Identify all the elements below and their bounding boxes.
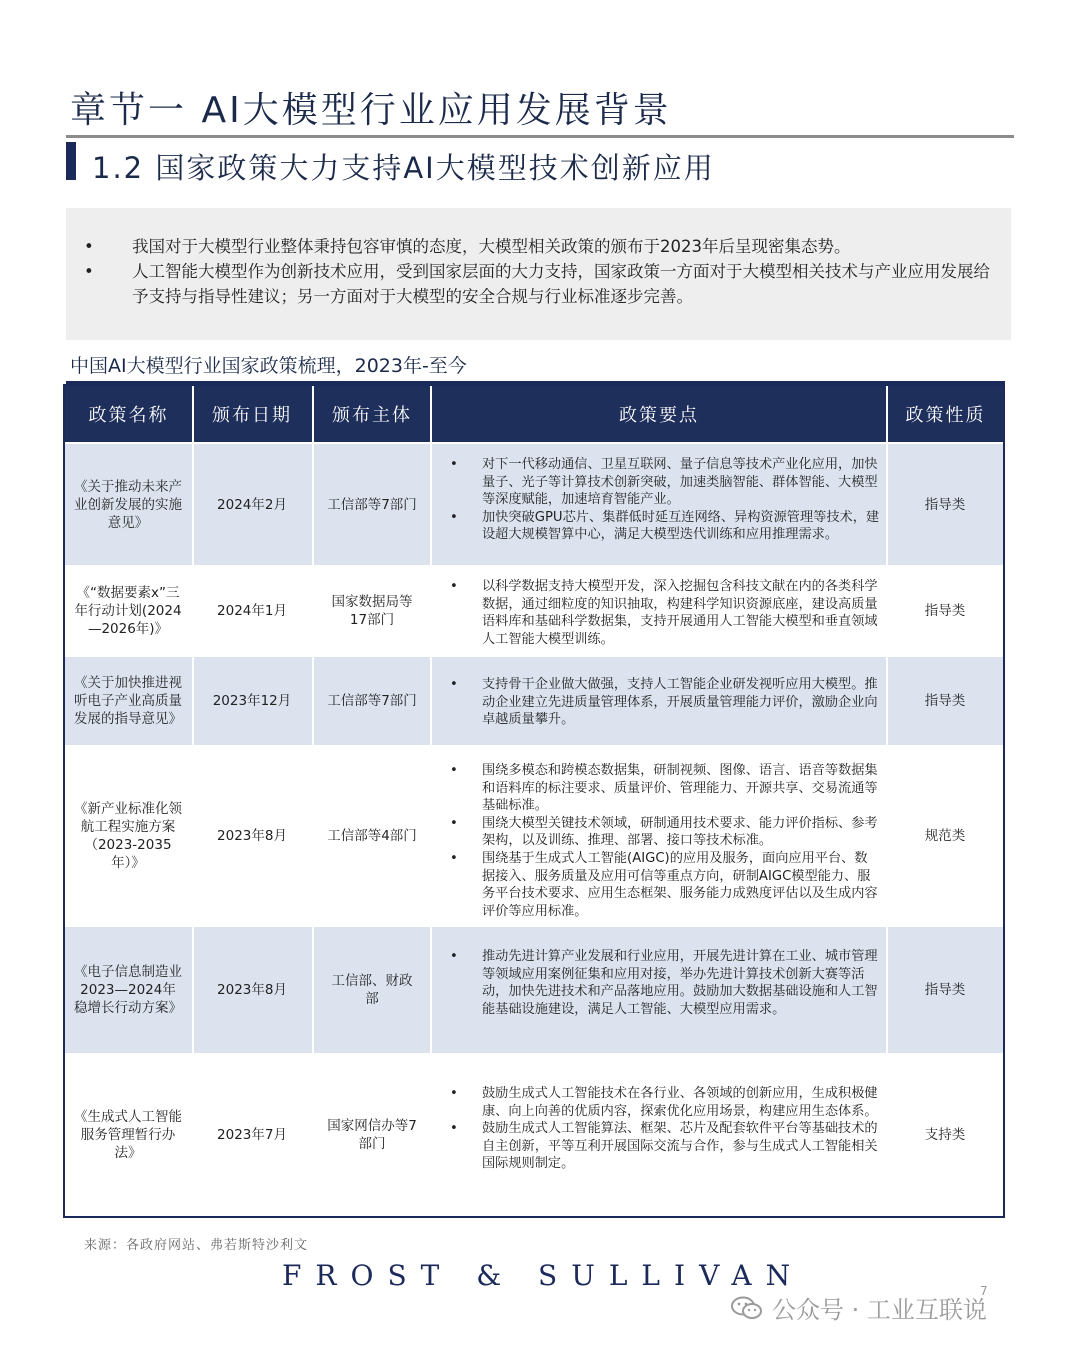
policy-issuer: 工信部等7部门 <box>327 693 417 709</box>
policy-name: 《新产业标准化领航工程实施方案（2023-2035年）》 <box>74 801 182 871</box>
policy-points <box>440 948 880 1018</box>
policy-issuer: 工信部、财政部 <box>331 973 413 1007</box>
section-title: 1.2 国家政策大力支持AI大模型技术创新应用 <box>92 151 715 185</box>
header-issuer: 颁布主体 <box>314 386 430 442</box>
page-number: 7 <box>980 1284 988 1298</box>
policy-date: 2024年1月 <box>217 603 287 619</box>
list-item: • 对下一代移动通信、卫星互联网、量子信息等技术产业化应用，加快量子、光子等计算技术创新突破，加速类脑智能、群体智能、大模型等深度赋能，加速培育智能产业。 <box>450 457 878 508</box>
list-item: • 以科学数据支持大模型开发，深入挖掘包含科技文献在内的各类科学数据，通过细粒度的知识抽取，构建科学知识资源底座，建设高质量语料库和基础科学数据集，支持开展通用人工智能大模型和垂直领域人工智能大模型训练。 <box>450 579 878 647</box>
source-note: 来源：各政府网站、弗若斯特沙利文 <box>84 1238 309 1253</box>
bullet-icon: • <box>84 262 94 281</box>
header-key-points: 政策要点 <box>432 386 886 442</box>
bullet-icon: • <box>84 237 94 256</box>
list-item: • 围绕多模态和跨模态数据集，研制视频、图像、语言、语音等数据集和语料库的标注要求、质量评价、管理能力、开源共享、交易流通等基础标准。 <box>450 763 878 814</box>
list-item: • 加快突破GPU芯片、集群低时延互连网络、异构资源管理等技术，建设超大规模智算中心，满足大模型迭代训练和应用推理需求。 <box>450 509 880 543</box>
policy-date: 2023年8月 <box>217 982 287 998</box>
table-caption: 中国AI大模型行业国家政策梳理，2023年-至今 <box>70 355 467 377</box>
wechat-icon <box>730 1296 764 1320</box>
policy-date: 2023年8月 <box>217 828 287 844</box>
policy-points <box>440 762 880 920</box>
policy-nature: 规范类 <box>924 828 966 844</box>
policy-points <box>440 1085 880 1173</box>
policy-nature: 指导类 <box>924 497 966 513</box>
summary-text: 人工智能大模型作为创新技术应用，受到国家层面的大力支持，国家政策一方面对于大模型相关技术与产业应用发展给予支持与指导性建议；另一方面对于大模型的安全合规与行业标准逐步完善。 <box>132 262 990 306</box>
header-nature: 政策性质 <box>888 386 1003 442</box>
list-item: • 围绕大模型关键技术领域，研制通用技术要求、能力评价指标、参考架构，以及训练、推理、部署、接口等技术标准。 <box>450 815 878 849</box>
section-accent-bar <box>66 142 76 180</box>
policy-points <box>440 676 880 729</box>
wechat-watermark <box>730 1290 987 1325</box>
list-item: • 鼓励生成式人工智能算法、框架、芯片及配套软件平台等基础技术的自主创新，平等互利开展国际交流与合作，参与生成式人工智能相关国际规则制定。 <box>450 1121 878 1172</box>
header-date: 颁布日期 <box>192 386 312 442</box>
summary-text: 我国对于大模型行业整体秉持包容审慎的态度，大模型相关政策的颁布于2023年后呈现密集态势。 <box>132 237 851 256</box>
list-item: • 推动先进计算产业发展和行业应用，开展先进计算在工业、城市管理等领域应用案例征集和应用对接，举办先进计算技术创新大赛等活动，加快先进技术和产品落地应用。鼓励加大数据基础设施和人工智能基础设施建设，满足人工智能、大模型应用需求。 <box>450 949 878 1017</box>
policy-name: 《“数据要素x”三年行动计划(2024—2026年)》 <box>74 585 182 637</box>
policy-nature: 指导类 <box>924 603 966 619</box>
policy-issuer: 工信部等7部门 <box>327 497 417 513</box>
policy-nature: 支持类 <box>924 1127 966 1143</box>
policy-nature: 指导类 <box>924 693 966 709</box>
list-item: • 鼓励生成式人工智能技术在各行业、各领域的创新应用，生成积极健康、向上向善的优质内容，探索优化应用场景，构建应用生态体系。 <box>450 1086 878 1119</box>
policy-nature: 指导类 <box>924 982 966 998</box>
list-item: • 支持骨干企业做大做强，支持人工智能企业研发视听应用大模型。推动企业建立先进质量管理体系，开展质量管理能力评价，激励企业向卓越质量攀升。 <box>450 677 878 728</box>
policy-name: 《电子信息制造业2023—2024年稳增长行动方案》 <box>74 964 182 1016</box>
header-policy-name: 政策名称 <box>65 386 192 442</box>
policy-date: 2024年2月 <box>217 497 287 513</box>
policy-date: 2023年12月 <box>212 693 292 709</box>
frost-sullivan-logo: FROST & SULLIVAN <box>282 1259 805 1292</box>
policy-date: 2023年7月 <box>217 1127 287 1143</box>
list-item: • 围绕基于生成式人工智能(AIGC)的应用及服务，面向应用平台、数据接入、服务质量及应用可信等重点方向，研制AIGC模型能力、服务平台技术要求、应用生态框架、服务能力成熟度评估以及生成内容评价等应用标准。 <box>450 850 878 919</box>
chapter-title: 章节一 AI大模型行业应用发展背景 <box>70 90 672 131</box>
watermark-text: 公众号 · 工业互联说 <box>772 1296 987 1324</box>
chapter-divider <box>66 135 1014 138</box>
policy-points <box>440 456 880 544</box>
policy-issuer: 国家数据局等17部门 <box>331 594 413 628</box>
policy-issuer: 国家网信办等7部门 <box>327 1118 417 1152</box>
policy-name: 《生成式人工智能服务管理暂行办法》 <box>74 1109 182 1161</box>
policy-name: 《关于加快推进视听电子产业高质量发展的指导意见》 <box>74 675 182 727</box>
policy-points <box>440 578 880 648</box>
policy-name: 《关于推动未来产业创新发展的实施意见》 <box>74 479 182 531</box>
policy-issuer: 工信部等4部门 <box>327 828 417 844</box>
